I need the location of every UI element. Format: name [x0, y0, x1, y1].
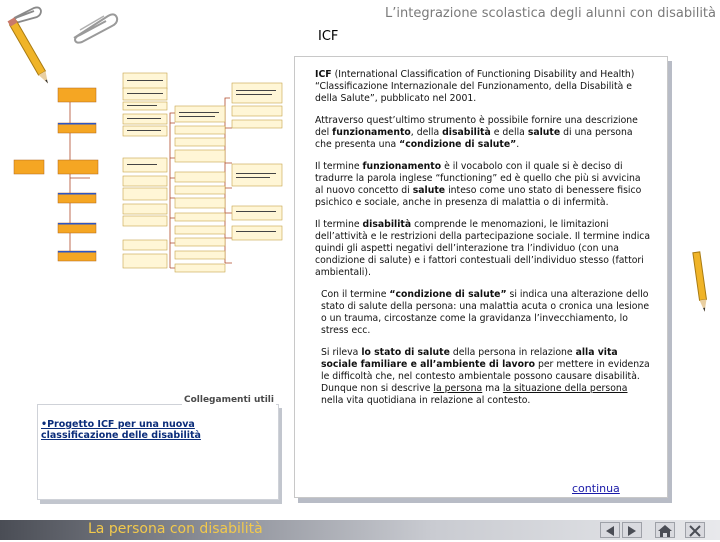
back-button[interactable]: [600, 522, 620, 538]
page-header-title: L’integrazione scolastica degli alunni con disabilità: [385, 6, 716, 21]
main-content-panel: [294, 56, 668, 498]
footer-title: La persona con disabilità: [88, 521, 263, 537]
paragraph-stato-salute: Si rileva lo stato di salute della persona in relazione alla vita sociale familiare e all’ambiente di lavoro per mettere in evidenza le difficoltà che, nel contesto ambientale possono causare disabilità. Dunque non si descrive la persona ma la situazione della persona nella vita quotidiana in relazione al contesto.: [321, 347, 650, 406]
back-arrow-icon: [601, 524, 619, 538]
pencil-icon: [686, 250, 716, 315]
paragraph-condizione-salute: Con il termine “condizione di salute” si indica una alterazione dello stato di salute della persona: una malattia acuta o cronica una lesione o un trauma, circostanze come la gravidanza l’invecchiamento, lo stress ecc.: [321, 289, 650, 336]
continue-link[interactable]: continua: [572, 482, 620, 495]
forward-button[interactable]: [622, 522, 642, 538]
close-button[interactable]: [685, 522, 705, 538]
useful-links-title: Collegamenti utili: [184, 395, 274, 405]
icf-diagram: [10, 68, 295, 283]
paperclip-icon: [68, 10, 120, 44]
section-title: ICF: [318, 29, 339, 44]
main-text: [315, 69, 651, 417]
paragraph-disabilita: Il termine disabilità comprende le menomazioni, le limitazioni dell’attività e le restrizioni della partecipazione sociale. Il termine indica quindi gli aspetti negativi dell’interazione tra l’individuo (con una condizione di salute) e i fattori contestuali dell’individuo stesso (fattori ambientali).: [315, 219, 651, 278]
link-progetto-icf[interactable]: •Progetto ICF per una nuova classificazione delle disabilità: [41, 419, 201, 441]
paragraph-funzionamento: Il termine funzionamento è il vocabolo con il quale si è deciso di tradurre la parola inglese “functioning” ed è quello che più si avvicina al nuovo concetto di salute inteso come uno stato di benessere fisico psichico e sociale, anche in presenza di malattia o di infermità.: [315, 161, 642, 208]
close-icon: [686, 524, 704, 538]
paragraph-description: Attraverso quest’ultimo strumento è possibile fornire una descrizione del funzionamento, della disabilità e della salute di una persona che presenta una “condizione di salute”.: [315, 115, 638, 150]
useful-links-panel: [37, 404, 279, 500]
home-button[interactable]: [655, 522, 675, 538]
paragraph-icf-definition: ICF (International Classification of Functioning Disability and Health) “Classificazione Internazionale del Funzionamento, della Disabilità e della Salute”, pubblicato nel 2001.: [315, 69, 635, 104]
forward-arrow-icon: [623, 524, 641, 538]
home-icon: [656, 524, 674, 538]
